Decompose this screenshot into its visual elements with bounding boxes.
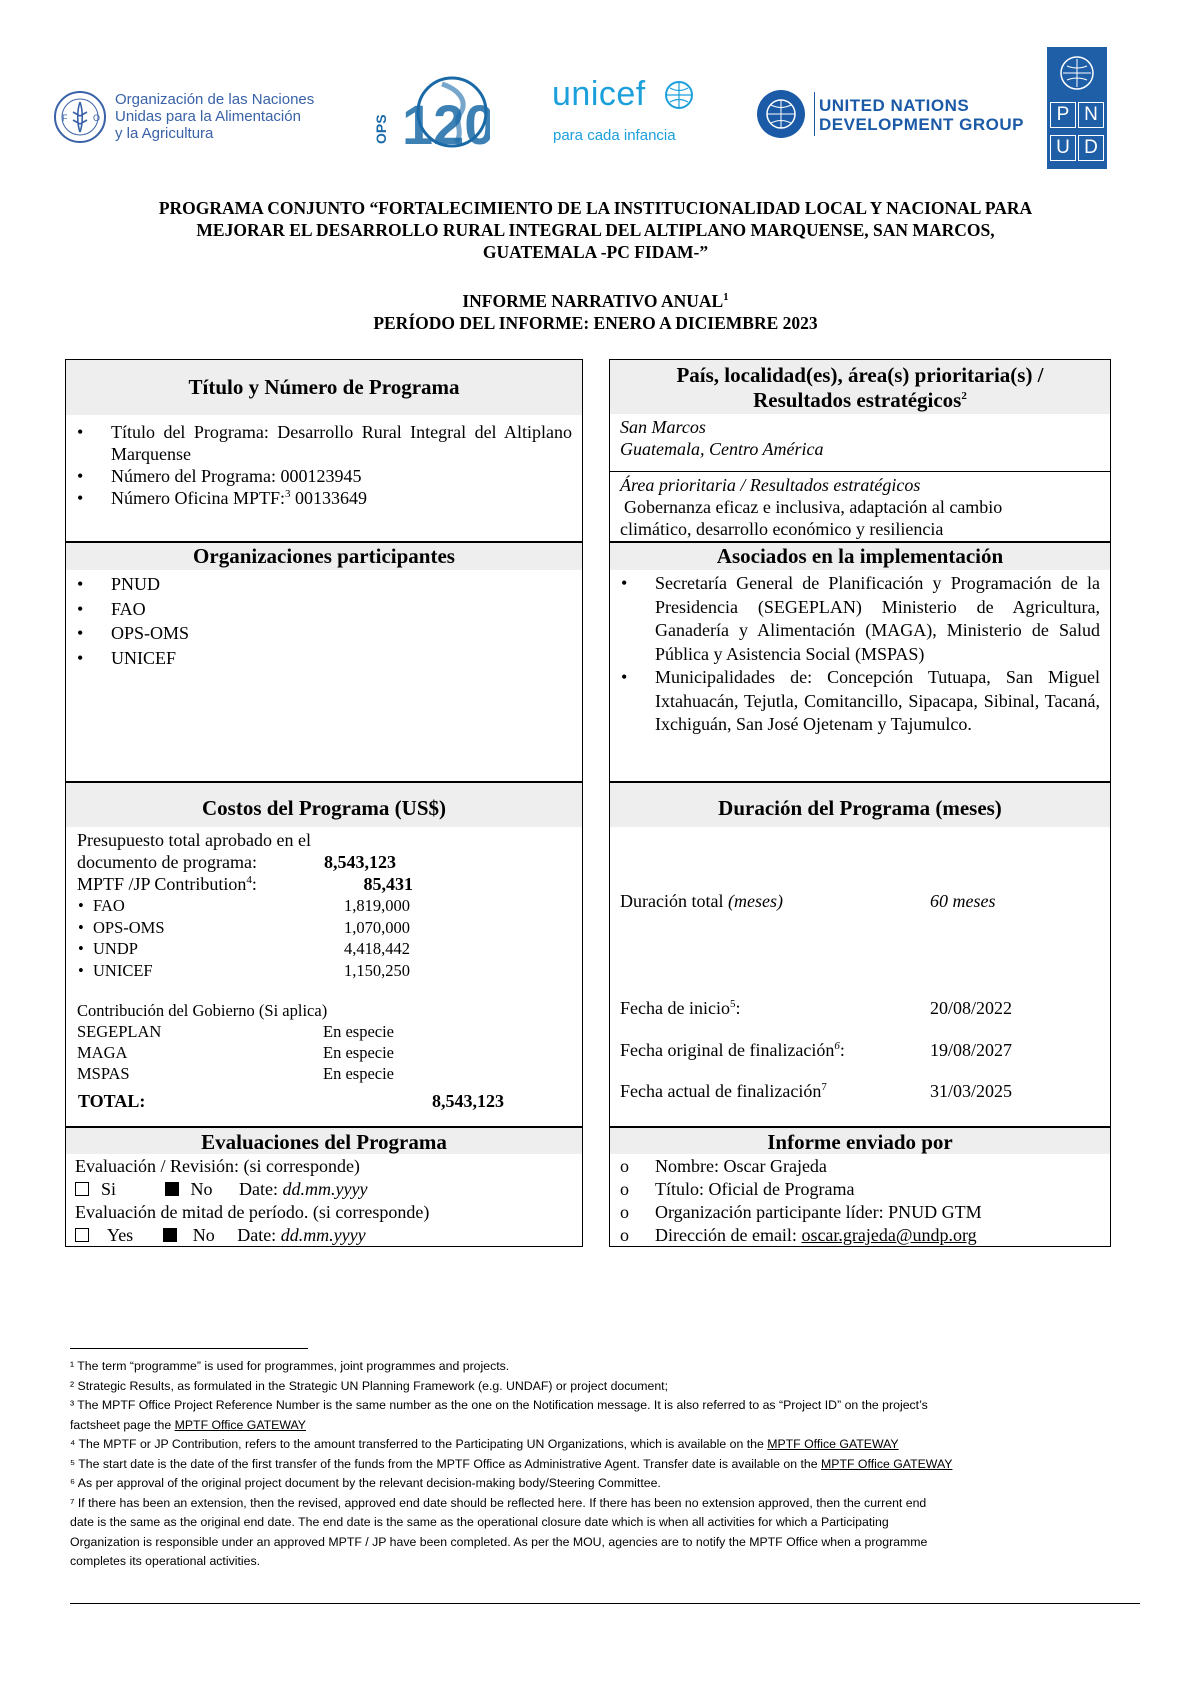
priority-label: Área prioritaria / Resultados estratégicos: [620, 475, 921, 495]
total-duration-row: Duración total (meses) 60 meses: [620, 891, 996, 911]
gov-row: MSPAS En especie: [77, 1064, 395, 1083]
svg-text:120: 120: [402, 93, 490, 156]
undg-line1: UNITED NATIONS: [819, 96, 970, 115]
partner-item: • Municipalidades de: Concepción Tutuapa, San Miguel Ixtahuacán, Tejutla, Comitancillo, Sipacapa, Sibinal, Tacaná, Ixchiguán, San José Ojetenam y Tajumulco.: [610, 666, 1100, 737]
fao-name-line2: Unidas para la Alimentación: [115, 108, 301, 125]
submitter-organization: o Organización participante líder: PNUD GTM: [610, 1201, 1110, 1224]
agency-row: • UNDP 4,418,442: [77, 938, 410, 960]
fao-logo: [53, 88, 313, 150]
unicef-tagline: para cada infancia: [553, 127, 676, 144]
evaluation-date: dd.mm.yyyy: [282, 1179, 368, 1199]
pnud-letter-n: N: [1078, 102, 1104, 128]
mid-term-options: Yes No Date: dd.mm.yyyy: [75, 1224, 582, 1247]
duration-header: Duración del Programa (meses): [610, 783, 1110, 827]
programme-title-line2: MEJORAR EL DESARROLLO RURAL INTEGRAL DEL ALTIPLANO MARQUENSE, SAN MARCOS,: [196, 220, 995, 240]
footnote-3-cont: factsheet page the MPTF Office GATEWAY: [70, 1417, 307, 1432]
svg-text:OPS: OPS: [373, 114, 389, 144]
programme-title: [60, 197, 1131, 263]
footnotes: [70, 1357, 1130, 1572]
report-heading: [60, 290, 1131, 334]
svg-text:F: F: [62, 113, 68, 123]
mptf-contribution-value: 85,431: [363, 874, 413, 894]
footnote-5: ⁵ The start date is the date of the first transfer of the funds from the MPTF Office as Administrative Agent. Transfer date is available on the MPTF Office GATEWAY: [70, 1456, 953, 1471]
undg-logo: [755, 88, 1025, 140]
footnote-separator: [70, 1348, 308, 1349]
budget-label-line1: Presupuesto total aprobado en el: [77, 830, 311, 850]
agency-row: • UNICEF 1,150,250: [77, 960, 410, 982]
mid-term-no-checkbox[interactable]: [163, 1228, 177, 1242]
partners-header: Asociados en la implementación: [610, 543, 1110, 570]
programme-name-item: • Título del Programa: Desarrollo Rural Integral del Altiplano Marquense: [66, 421, 572, 465]
submitter-title: o Título: Oficial de Programa: [610, 1178, 1110, 1201]
gov-row: SEGEPLAN En especie: [77, 1022, 395, 1041]
start-date-row: Fecha de inicio$^5$: 20/08/2022: [620, 998, 1013, 1018]
programme-number-item: • Número del Programa: 000123945: [66, 465, 572, 487]
mid-term-yes-checkbox[interactable]: [75, 1228, 89, 1242]
footnote-3: ³ The MPTF Office Project Reference Number is the same number as the one on the Notification message. It is also referred to as “Project ID” on the project’s: [70, 1398, 928, 1412]
fao-emblem-icon: [53, 90, 107, 144]
partner-item: • Secretaría General de Planificación y Programación de la Presidencia (SEGEPLAN) Ministerio de Agricultura, Ganadería y Alimentación (MAGA), Ministerio de Salud Pública y Asistencia Social (MSPAS): [610, 572, 1100, 666]
original-end-row: Fecha original de finalización$^6$: 19/08/2027: [620, 1040, 1013, 1060]
unicef-wordmark: unicef: [552, 75, 646, 113]
pnud-letter-d: D: [1078, 135, 1104, 161]
undg-line2: DEVELOPMENT GROUP: [819, 115, 1024, 134]
actual-end-row: Fecha actual de finalización$^7$ 31/03/2025: [620, 1081, 1013, 1101]
pnud-letter-p: P: [1050, 102, 1076, 128]
mptf-contribution-label: MPTF /JP Contribution$^4$:: [77, 874, 257, 894]
partners-box: [609, 542, 1111, 782]
gateway-link[interactable]: MPTF Office GATEWAY: [174, 1417, 307, 1432]
svg-text:O: O: [93, 113, 101, 123]
evaluation-label: Evaluación / Revisión: (si corresponde): [75, 1156, 360, 1176]
costs-box: [65, 782, 583, 1127]
fao-name-line3: y la Agricultura: [115, 125, 214, 142]
footnote-7: ⁷ If there has been an extension, then the revised, approved end date should be reflected here. If there has been no extension approved, then the current end: [70, 1495, 927, 1510]
participants-header: Organizaciones participantes: [66, 543, 582, 570]
evaluation-yes-checkbox[interactable]: [75, 1182, 89, 1196]
participant-item: • PNUD: [66, 572, 582, 597]
report-period: PERÍODO DEL INFORME: ENERO A DICIEMBRE 2023: [373, 313, 818, 333]
agency-row: • FAO 1,819,000: [77, 895, 410, 917]
total-duration-value: 60 meses: [930, 891, 996, 911]
costs-header: Costos del Programa (US$): [66, 783, 582, 827]
footnote-1: ¹ The term “programme” is used for programmes, joint programmes and projects.: [70, 1359, 510, 1373]
footnote-7-cont1: date is the same as the original end date. The end date is the same as the operational closure date which is when all activities for which a Participating: [70, 1515, 889, 1529]
report-title-footnote-ref: 1: [723, 291, 729, 304]
submitted-header: Informe enviado por: [610, 1128, 1110, 1154]
un-emblem-small-icon: [1057, 53, 1097, 93]
budget-value: 8,543,123: [324, 852, 396, 872]
participant-item: • UNICEF: [66, 646, 582, 671]
submitter-email-link[interactable]: oscar.grajeda@undp.org: [801, 1225, 977, 1245]
total-label: TOTAL:: [78, 1091, 146, 1111]
ops-120-emblem-icon: [372, 62, 490, 162]
submitted-box: [609, 1127, 1111, 1247]
country-header: País, localidad(es), área(s) prioritaria(s) / Resultados estratégicos$^2$: [610, 360, 1110, 414]
unicef-globe-icon: [664, 80, 694, 110]
budget-label-line2: documento de programa:: [77, 852, 257, 872]
footnote-6: ⁶ As per approval of the original project document by the relevant decision-making body/Steering Committee.: [70, 1476, 661, 1490]
total-value: 8,543,123: [432, 1091, 504, 1111]
priority-line2: climático, desarrollo económico y resiliencia: [620, 519, 944, 539]
mid-term-label: Evaluación de mitad de período. (si corresponde): [75, 1202, 430, 1222]
programme-title-line1: PROGRAMA CONJUNTO “FORTALECIMIENTO DE LA INSTITUCIONALIDAD LOCAL Y NACIONAL PARA: [158, 198, 1033, 218]
gov-row: MAGA En especie: [77, 1043, 395, 1062]
un-emblem-icon: [755, 88, 807, 140]
footnote-2: ² Strategic Results, as formulated in the Strategic UN Planning Framework (e.g. UNDAF) or project document;: [70, 1378, 668, 1393]
start-date-value: 20/08/2022: [930, 998, 1013, 1018]
submitter-name: o Nombre: Oscar Grajeda: [610, 1155, 1110, 1178]
agency-row: • OPS-OMS 1,070,000: [77, 917, 410, 939]
footnote-4: ⁴ The MPTF or JP Contribution, refers to the amount transferred to the Participating UN Organizations, which is available on the MPTF Office GATEWAY: [70, 1437, 899, 1451]
programme-title-header: Título y Número de Programa: [66, 360, 582, 415]
submitter-email-row: o Dirección de email: oscar.grajeda@undp.org: [610, 1224, 1110, 1247]
footer-rule: [70, 1603, 1140, 1604]
participant-item: • FAO: [66, 597, 582, 622]
priority-line1: Gobernanza eficaz e inclusiva, adaptación al cambio: [624, 497, 1003, 517]
report-title: INFORME NARRATIVO ANUAL: [462, 291, 724, 311]
participant-item: • OPS-OMS: [66, 621, 582, 646]
pnud-logo: [1047, 47, 1107, 169]
unicef-logo: [552, 75, 702, 155]
evaluation-options: Si No Date: dd.mm.yyyy: [75, 1178, 582, 1201]
footnote-7-cont3: completes its operational activities.: [70, 1554, 261, 1568]
participants-box: [65, 542, 583, 782]
mid-term-date: dd.mm.yyyy: [280, 1225, 366, 1245]
programme-title-line3: GUATEMALA -PC FIDAM-”: [482, 242, 709, 262]
original-end-value: 19/08/2027: [930, 1040, 1013, 1060]
country-box: [609, 359, 1111, 542]
gateway-link[interactable]: MPTF Office GATEWAY: [821, 1456, 953, 1471]
gateway-link[interactable]: MPTF Office GATEWAY: [767, 1437, 899, 1451]
location-country: Guatemala, Centro América: [620, 439, 824, 459]
evaluations-box: [65, 1127, 583, 1247]
programme-title-box: [65, 359, 583, 542]
pnud-letter-u: U: [1050, 135, 1076, 161]
duration-box: [609, 782, 1111, 1127]
gov-contribution-label: Contribución del Gobierno (Si aplica): [77, 1001, 328, 1020]
evaluations-header: Evaluaciones del Programa: [66, 1128, 582, 1154]
footnote-7-cont2: Organization is responsible under an approved MPTF / JP have been completed. As per the MOU, agencies are to notify the MPTF Office when a programme: [70, 1534, 928, 1549]
location-region: San Marcos: [620, 417, 706, 437]
fao-name-line1: Organización de las Naciones: [115, 91, 315, 108]
actual-end-value: 31/03/2025: [930, 1081, 1013, 1101]
evaluation-no-checkbox[interactable]: [165, 1182, 179, 1196]
ops-120-logo: [372, 62, 490, 162]
mptf-office-number-item: • Número Oficina MPTF:$^3$ 00133649: [66, 487, 572, 509]
